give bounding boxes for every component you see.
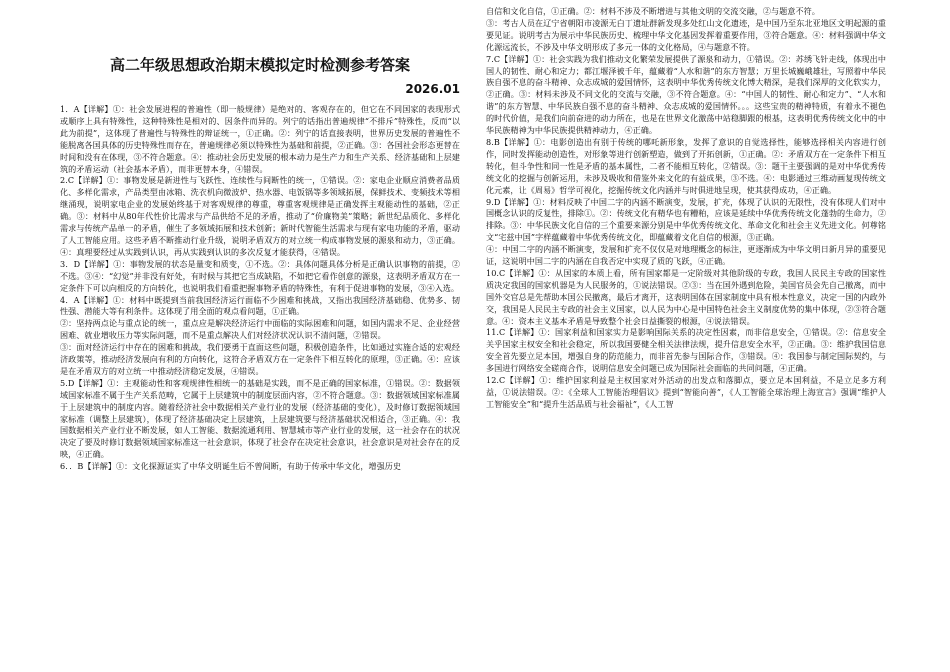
answer-paragraph: ③：考古人员在辽宁省朝阳市凌源无白丁遗址群新发现多处红山文化遗迹，是中国乃至东北亚地区文明起源的重要见证。说明考古为展示中华民族历史、梳理中华文化基因发挥着重要作用，③符合题意。④：材料强调中华文化源远流长，不涉及中华文明形成了多元一体的文化格局，④与题意不符。 [486, 17, 886, 52]
answer-paragraph: 2.C【详解】①：事物发展是新进性与飞跃性、连续性与间断性的统一，①错误。②：家电企业顺应消费者品质化、多样化需求，产品类型由冰箱、洗衣机向微波炉、热水器、电饭锅等多领域拓展，保鲜技术、变频技术等相继涌现，说明家电企业的发展始终基于对客观规律的尊重，尊重客观规律是正确发挥主观能动性的基础，②正确。③：材料中从80年代性价比需求与产品供给不足的矛盾，推动了“价廉物美”策略；新世纪品质化、多样化需求与传统产品单一的矛盾，催生了多领域拓展和技术创新；新时代智能生活需求与现有家电功能的矛盾，驱动了人工智能应用。这些矛盾不断推动行业升级，说明矛盾双方的对立统一构成事物发展的源泉和动力，③正确。④：真理要经过从实践到认识，再从实践到认识的多次反复才能获得，④错误。 [60, 175, 460, 257]
answer-paragraph: 10.C【详解】①：从国家的本质上看，所有国家都是一定阶级对其他阶级的专政，我国人民民主专政的国家性质决定我国的国家机器是为人民服务的，①说法错误。②③：当在国外遇到危险，美国官员会先自己撤离，而中国外交官总是先帮助本国公民撤离，最后才离开，这表明国体在国家制度中具有根本性意义，决定一国的内政外交，我国是人民民主专政的社会主义国家，以人民为中心是中国特色社会主义制度优势的集中体现，②③符合题意。④：资本主义基本矛盾是导致整个社会日益撕裂的根源，④说法错误。 [486, 267, 886, 326]
answer-paragraph: 11.C【详解】①：国家利益和国家实力是影响国际关系的决定性因素，而非信息安全，①错误。②：信息安全关乎国家主权安全和社会稳定，所以我国要健全相关法律法规，提升信息安全水平，②正确。③：维护我国信息安全首先要立足本国，增强自身的防范能力，而非首先参与国际合作，③错误。④：我国参与制定国际契约，与多国进行网络安全磋商合作，说明信息安全问题已成为国际社会面临的共同问题，④正确。 [486, 327, 886, 374]
answer-paragraph: ②：坚持两点论与重点论的统一，重点应是解决经济运行中面临的实际困难和问题，如国内需求不足、企业经营困难、就业增收压力等实际问题，而不是重点解决人们对经济状况认识不清问题，②错误。 [60, 318, 460, 341]
answer-paragraph: 4．A【详解】①：材料中既提到当前我国经济运行面临不少困难和挑战，又指出我国经济基础稳、优势多、韧性强、潜能大等有利条件。这体现了用全面的观点看问题，①正确。 [60, 294, 460, 317]
document-date: 2026.01 [405, 82, 460, 96]
right-column [486, 6, 886, 411]
answer-paragraph: 7.C【详解】①：社会实践为我们推动文化繁荣发展提供了源泉和动力，①错误。②：苏绣飞针走线，体现出中国人的韧性、耐心和定力；都江堰泽被千年，蕴藏着“人水和谐”的东方智慧；万里长城巍峨雄壮，写照着中华民族自强不息的奋斗精神、众志成城的爱国情怀，这表明中华优秀传统文化博大精深，是我们深厚的文化软实力，②正确。③：材料未涉及不同文化的交流与交融，③不符合题意。④：“中国人的韧性、耐心和定力”、“人水和谐”的东方智慧、中华民族自强不息的奋斗精神、众志成城的爱国情怀。。。这些宝贵的精神特质，有着永不褪色的时代价值，是我们向前奋进的动力所在，也是在世界文化激荡中站稳脚跟的根基，这表明优秀传统文化中的中华民族精神为中华民族提供精神动力，④正确。 [486, 53, 886, 136]
answer-paragraph: 12.C【详解】①：维护国家利益是主权国家对外活动的出发点和落脚点，要立足本国利益，不是立足多方利益，①说法错误。②：《全球人工智能治理倡议》提到“智能向善”，《人工智能全球治理上海宣言》强调“维护人工智能安全”和“提升生活品质与社会福祉”，《人工智 [486, 375, 886, 409]
answer-paragraph: 8.B【详解】①：电影创造出有别于传统的哪吒新形象，发挥了意识的自觉选择性，能够选择相关内容进行创作，同时发挥能动创造性，对形象等进行创新塑造，做到了开拓创新，①正确。②：矛盾双方在一定条件下相互转化，但斗争性和同一性是矛盾的基本属性，二者不能相互转化，②错误。③：题干主要强调的是对中华优秀传统文化的挖掘与创新运用，未涉及吸收和借鉴外来文化的有益成果，③不选。④：电影通过三维动画复现传统文化元素，让《周易》哲学可视化，挖掘传统文化内涵并与时俱进地呈现，使其获得成功，④正确。 [486, 136, 886, 195]
answer-paragraph: 3．D【详解】①：事物发展的状态是量变和质变，①不选。②：具体问题具体分析是正确认识事物的前提，②不选。③④：“幻觉”并非没有好处，有时候与其把它当成缺陷，不如把它看作创意的源泉，这表明矛盾双方在一定条件下可以向相反的方向转化，也说明我们看重把握事物矛盾的特殊性，有利于促进事物的发展，③④入选。 [60, 258, 460, 293]
answer-paragraph: ③：面对经济运行中存在的困难和挑战，我们要勇于直面这些问题，积极创造条件，比如通过实施合适的宏观经济政策等，推动经济发展向有利的方向转化，这符合矛盾双方在一定条件下相互转化的原理，③正确。④：应该是在矛盾双方的对立统一中推动经济稳定发展，④错误。 [60, 342, 460, 376]
answer-paragraph: 9.D【详解】①：材料反映了中国二字的内涵不断演变，发展，扩充，体现了认识的无限性，没有体现人们对中国概念认识的反复性，排除①。②：传统文化有精华也有糟粕，应该是延续中华优秀传统文化蓬勃的生命力，②排除。③：中华民族文化自信的三个重要来源分别是中华优秀传统文化、革命文化和社会主义先进文化。何尊铭文“宅兹中国”字样蕴藏着中华优秀传统文化，即蕴藏着文化自信的根源，③正确。 [486, 196, 886, 243]
answer-paragraph: 6．．B【详解】①：文化探源证实了中华文明诞生后不曾间断，有助于传承中华文化，增强历史 [60, 461, 402, 472]
answer-paragraph: 1．A【详解】①：社会发展进程的普遍性（即一般规律）是绝对的、客观存在的，但它在不同国家的表现形式或顺序上具有特殊性，这种特殊性是相对的、因条件而异的。列宁的话指出普遍规律“不排斥”特殊性，反而“以此为前提”，这体现了普遍性与特殊性的辩证统一，①正确。②：列宁的话直接表明，世界历史发展的普遍性不能脱离各国具体的历史特殊性而存在，普遍规律必须以特殊性为基础和前提，②正确。③：各国社会形态更替在时间和没有在体现，③不符合题意。④：推动社会历史发展的根本动力是生产力和生产关系、经济基础和上层建筑的矛盾运动（社会基本矛盾），而非更替本身，④错误。 [60, 104, 460, 174]
left-column [60, 104, 460, 473]
answer-paragraph: 自信和文化自信，①正确。②：材料不涉及不断增进与其他文明的交流交融，②与题意不符。 [486, 6, 820, 16]
page-title: 高二年级思想政治期末模拟定时检测参考答案 [109, 56, 410, 74]
answer-paragraph: ④：中国二字的内涵不断演变，发展和扩充不仅仅是对地理概念的标注，更逐渐成为中华文明日新月异的重要见证，这说明中国二字的内涵在自我否定中实现了质的飞跃，④正确。 [486, 244, 886, 267]
answer-paragraph: 5.D【详解】①：主观能动性和客观规律性相统一的基础是实践，而不是正确的国家标准，①错误。②：数据领域国家标准不属于生产关系范畴，它属于上层建筑中的制度层面内容，②不符合题意。③：数据领域国家标准属于上层建筑中的制度内容。随着经济社会中数据相关产业行业的发展（经济基础的变化），及时修订数据领域国家标准（调整上层建筑），体现了经济基础决定上层建筑，上层建筑要与经济基础状况相适合，③正确。④：我国数据相关产业行业不断发展，如人工智能、数据流通利用、智慧城市等产业行业的发展，这一社会存在的状况决定了要及时修订数据领域国家标准这一社会意识，体现了社会存在决定社会意识，社会意识是对社会存在的反映，④正确。 [60, 377, 460, 460]
